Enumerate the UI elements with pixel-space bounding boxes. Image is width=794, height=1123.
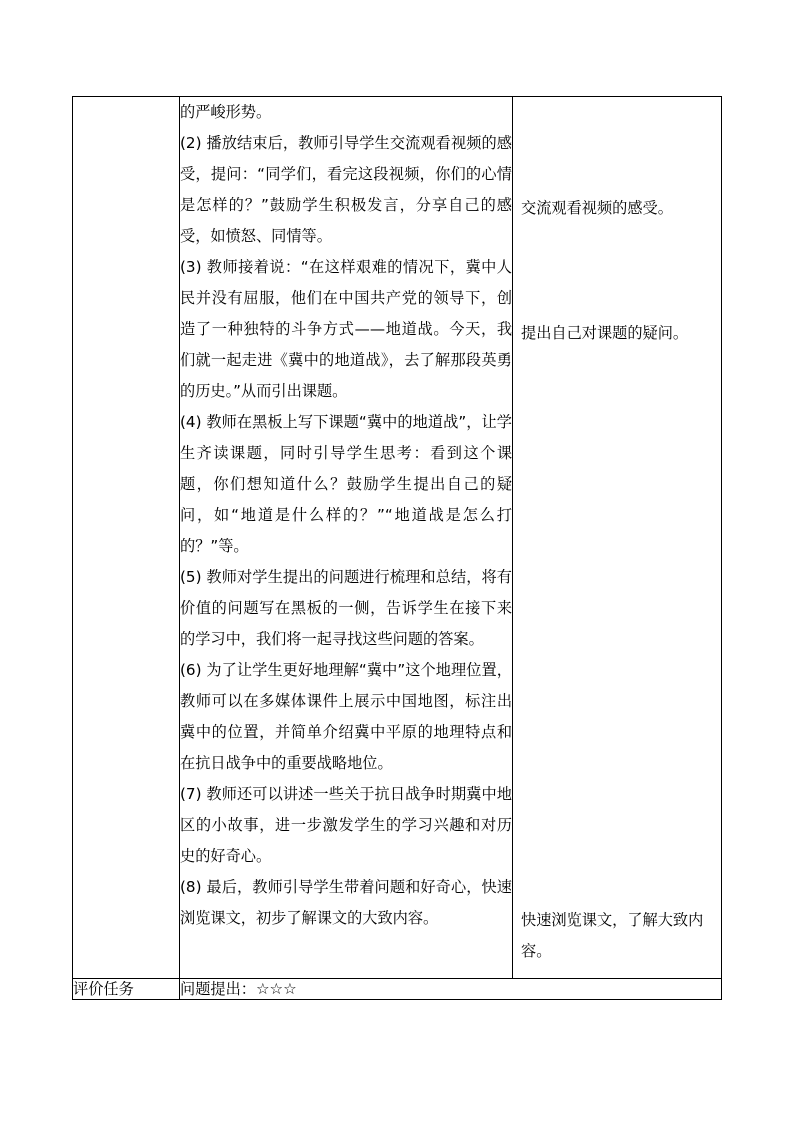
paragraph-3: (3) 教师接着说：“在这样艰难的情况下，冀中人民并没有屈服，他们在中国共产党的领导下，创造了一种独特的斗争方式——地道战。今天，我们就一起走进《冀中的地道战》，去了解那段英勇的历史。”从而引出课题。 <box>180 258 512 400</box>
evaluation-row <box>73 979 722 1000</box>
paragraph-2: (2) 播放结束后，教师引导学生交流观看视频的感受，提问：“同学们，看完这段视频，你们的心情是怎样的？”鼓励学生积极发言，分享自己的感受，如愤怒、同情等。 <box>180 134 512 245</box>
student-activity-cell <box>513 97 722 979</box>
evaluation-text: 问题提出：☆☆☆ <box>180 979 722 1000</box>
paragraph-1: 的严峻形势。 <box>180 103 272 121</box>
student-note-3: 快速浏览课文，了解大致内容。 <box>521 911 704 960</box>
paragraph-5: (5) 教师对学生提出的问题进行梳理和总结，将有价值的问题写在黑板的一侧，告诉学生在接下来的学习中，我们将一起寻找这些问题的答案。 <box>180 568 512 648</box>
teacher-activity-cell <box>180 97 513 979</box>
teaching-process-row <box>73 97 722 979</box>
section-label-cell <box>73 97 180 979</box>
paragraph-6: (6) 为了让学生更好地理解“冀中”这个地理位置，教师可以在多媒体课件上展示中国地图，标注出冀中的位置，并简单介绍冀中平原的地理特点和在抗日战争中的重要战略地位。 <box>180 661 512 772</box>
evaluation-label: 评价任务 <box>73 979 180 1000</box>
paragraph-7: (7) 教师还可以讲述一些关于抗日战争时期冀中地区的小故事，进一步激发学生的学习兴趣和对历史的好奇心。 <box>180 785 512 865</box>
paragraph-4: (4) 教师在黑板上写下课题“冀中的地道战”，让学生齐读课题，同时引导学生思考：看到这个课题，你们想知道什么？鼓励学生提出自己的疑问，如“地道是什么样的？”“地道战是怎么打的？”等。 <box>180 413 512 555</box>
paragraph-8: (8) 最后，教师引导学生带着问题和好奇心，快速浏览课文，初步了解课文的大致内容。 <box>180 878 512 927</box>
student-note-1: 交流观看视频的感受。 <box>521 199 673 217</box>
lesson-plan-table <box>72 96 722 1000</box>
student-note-2: 提出自己对课题的疑问。 <box>521 324 689 342</box>
